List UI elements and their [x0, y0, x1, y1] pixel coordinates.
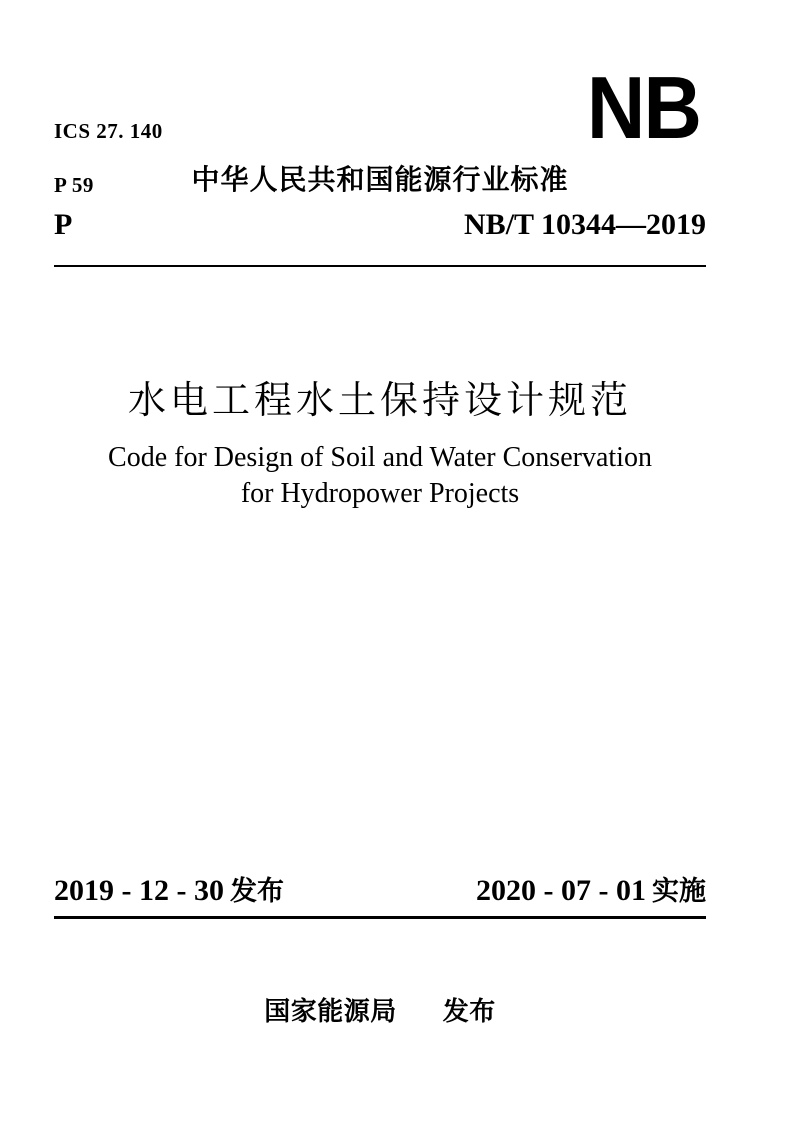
release-date-group: [54, 876, 284, 906]
issuer-row: [54, 996, 706, 1026]
nb-logo: NB: [586, 58, 700, 157]
standard-number-row: [54, 210, 706, 240]
title-chinese: 水电工程水土保持设计规范: [127, 380, 632, 422]
bottom-horizontal-rule: [54, 916, 706, 919]
issuer-action: 发布: [442, 996, 496, 1026]
ics-code: ICS 27. 140: [54, 119, 163, 143]
title-english-line1: Code for Design of Soil and Water Conservation: [108, 442, 652, 473]
release-label: 发布: [229, 876, 284, 906]
standard-type-heading: 中华人民共和国能源行业标准: [191, 164, 569, 195]
standard-number: NB/T 10344—2019: [464, 208, 706, 241]
implement-date: 2020 - 07 - 01: [476, 874, 646, 907]
dates-row: [54, 876, 706, 906]
doc-class-code: P 59: [54, 173, 94, 197]
title-english: [54, 440, 706, 512]
implement-label: 实施: [652, 876, 706, 906]
top-horizontal-rule: [54, 265, 706, 267]
issuer-name: 国家能源局: [264, 996, 397, 1026]
index-letter: P: [54, 208, 73, 241]
title-english-line2: for Hydropower Projects: [240, 478, 520, 509]
implement-date-group: [476, 876, 706, 906]
release-date: 2019 - 12 - 30: [54, 874, 224, 907]
